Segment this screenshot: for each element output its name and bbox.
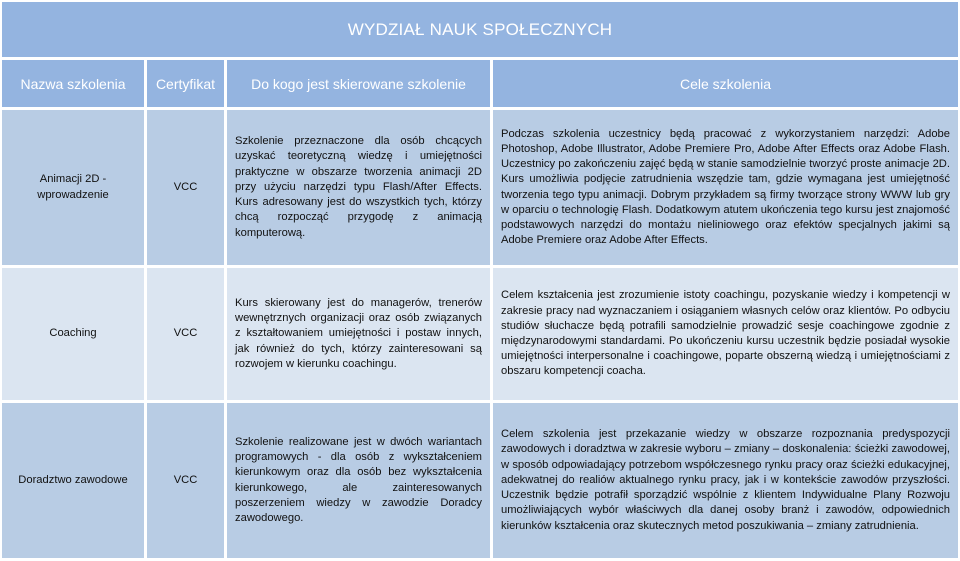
training-name: Doradztwo zawodowe xyxy=(18,473,128,486)
certificate-value: VCC xyxy=(173,180,198,193)
table-row xyxy=(2,110,958,265)
audience-cell xyxy=(227,403,490,558)
audience-text: Szkolenie realizowane jest w dwóch wariantach programowych - dla osób z wykształceniem kierunkowym oraz dla osób bez wykształcenia kierunkowego, ale zainteresowanych poszerzeniem wiedzy w zawodzie Doradcy zawodowego. xyxy=(235,435,482,524)
audience-text: Kurs skierowany jest do managerów, trenerów wewnętrznych organizacji oraz osób związanych z kształtowaniem umiejętności i postaw innych, jak również do tych, którzy zainteresowani są rozwojem w kierunku coachingu. xyxy=(235,296,482,370)
table-row xyxy=(2,403,958,558)
page-title: WYDZIAŁ NAUK SPOŁECZNYCH xyxy=(2,2,958,57)
goals-cell xyxy=(493,268,958,400)
training-name: Animacji 2D - wprowadzenie xyxy=(37,173,109,201)
training-name-cell xyxy=(2,403,144,558)
header-goals: Cele szkolenia xyxy=(493,60,958,107)
audience-text: Szkolenie przeznaczone dla osób chcących uzyskać teoretyczną wiedzę i umiejętności praktyczne w obszarze tworzenia animacji 2D przy użyciu narzędzi typu Flash/After Effects. Kurs adresowany jest do wszystkich tych, którzy chcą rozpocząć przygodę z animacją komputerową. xyxy=(235,135,482,239)
certificate-value: VCC xyxy=(173,327,198,340)
table-row xyxy=(2,268,958,400)
goals-cell xyxy=(493,403,958,558)
certificate-cell xyxy=(147,403,224,558)
audience-cell xyxy=(227,268,490,400)
certificate-value: VCC xyxy=(173,473,198,486)
training-name: Coaching xyxy=(49,327,97,340)
goals-cell xyxy=(493,110,958,265)
training-name-cell xyxy=(2,268,144,400)
table-header-row xyxy=(2,60,958,107)
header-audience: Do kogo jest skierowane szkolenie xyxy=(227,60,490,107)
training-name-cell xyxy=(2,110,144,265)
header-training-name: Nazwa szkolenia xyxy=(2,60,144,107)
header-certificate: Certyfikat xyxy=(147,60,224,107)
goals-text: Celem kształcenia jest zrozumienie istoty coachingu, pozyskanie wiedzy i kompetencji w zakresie pracy nad wyznaczaniem i osiąganiem własnych celów oraz klientów. Po odbyciu studiów słuchacze będą potrafili samodzielnie prowadzić sesje coachingowe zgodnie z międzynarodowymi standardami. Po ukończeniu kursu uczestnik będzie posiadał wysokie umiejętności interpersonalne i coachingowe, poparte obszerną wiedzą i umiejętnościami z obszaru kompetencji coacha. xyxy=(501,289,950,378)
goals-text: Celem szkolenia jest przekazanie wiedzy w obszarze rozpoznania predyspozycji zawodowych i doradztwa w zakresie wyboru – zmiany – doskonalenia: ścieżki zawodowej, w sposób odpowiadający potrzebom współczesnego rynku pracy oraz ścieżki edukacyjnej, adekwatnej do realiów aktualnego rynku pracy, jak i w kontekście zawodów przyszłości. Uczestnik będzie potrafił sporządzić wspólnie z klientem Indywidualne Plany Rozwoju umożliwiających wybór właściwych dla danej osoby branż i zawodów, odpowiednich kierunków kształcenia oraz skutecznych metod poszukiwania – zmiany zatrudnienia. xyxy=(501,428,950,532)
goals-text: Podczas szkolenia uczestnicy będą pracować z wykorzystaniem narzędzi: Adobe Photoshop, Adobe Illustrator, Adobe Premiere Pro, Adobe After Effects oraz Adobe Flash. Uczestnicy po zakończeniu zajęć będą w stanie samodzielnie tworzyć proste animacje 2D. Kurs umożliwia podjęcie zatrudnienia wszędzie tam, gdzie wymagana jest umiejętność tworzenia tego typu animacji. Dobrym przykładem są firmy tworzące strony WWW lub gry w oparciu o technologię Flash. Dodatkowym atutem ukończenia tego kursu jest znajomość podstawowych narzędzi do montażu nieliniowego oraz efektów specjalnych jakimi są Adobe Premiere oraz Adobe After Effects. xyxy=(501,127,950,247)
audience-cell xyxy=(227,110,490,265)
certificate-cell xyxy=(147,110,224,265)
certificate-cell xyxy=(147,268,224,400)
